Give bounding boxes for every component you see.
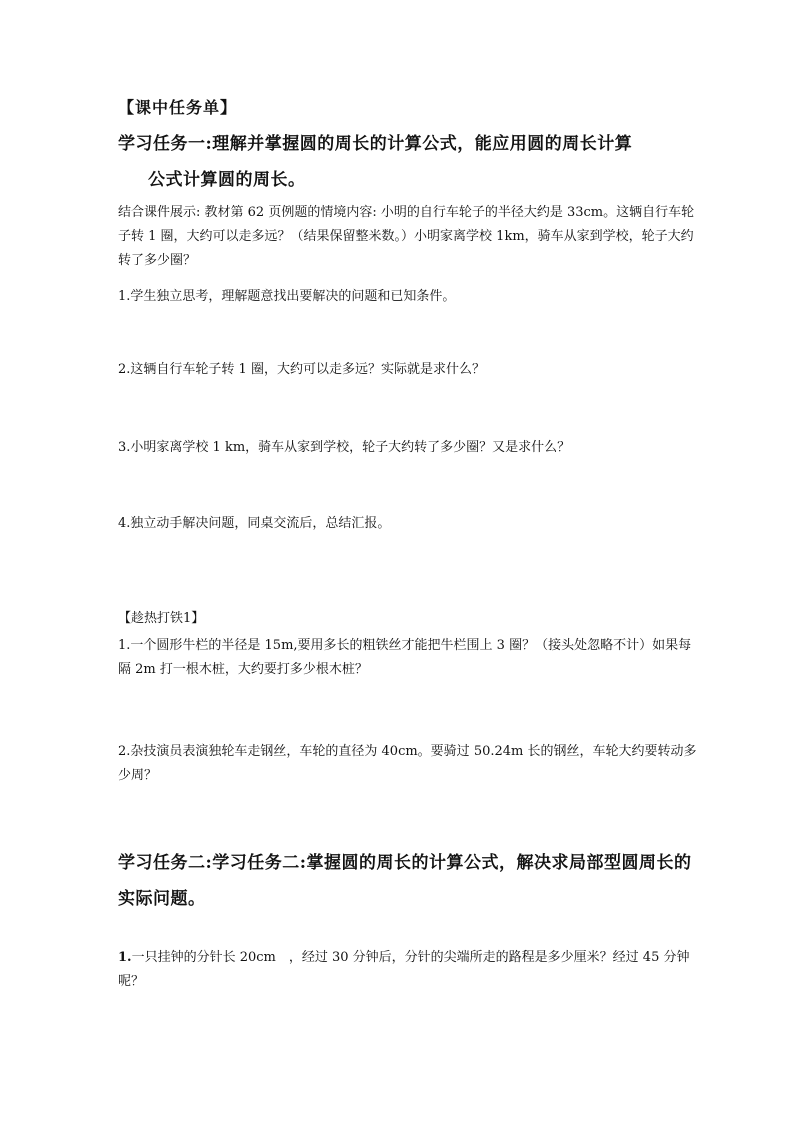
task1-title-line1: 学习任务一:理解并掌握圆的周长的计算公式，能应用圆的周长计算 — [118, 134, 633, 154]
task2-question-1-number: 1. — [118, 950, 132, 965]
practice-exercise-2: 2.杂技演员表演独轮车走钢丝，车轮的直径为 40cm。要骑过 50.24m 长的钢丝，车轮大约要转动多少周？ — [118, 744, 697, 783]
task1-question-3: 3.小明家离学校 1 km，骑车从家到学校，轮子大约转了多少圈？又是求什么？ — [118, 440, 571, 455]
task1-question-2: 2.这辆自行车轮子转 1 圈，大约可以走多远？实际就是求什么？ — [118, 362, 485, 377]
task1-title — [118, 126, 698, 198]
task1-title-line2: 公式计算圆的周长。 — [148, 170, 306, 190]
section-header-tag: 【课中任务单】 — [118, 98, 238, 117]
task2-question-1-text: 一只挂钟的分针长 20cm ，经过 30 分钟后，分针的尖端所走的路程是多少厘米？经过 45 分钟呢？ — [118, 950, 690, 989]
task1-intro-paragraph: 结合课件展示: 教材第 62 页例题的情境内容: 小明的自行车轮子的半径大约是 33cm。这辆自行车轮子转 1 圈，大约可以走多远？（结果保留整米数。）小明家离学校 1km，骑车从家到学校，轮子大约转了多少圈？ — [118, 205, 695, 268]
task2-title: 学习任务二:学习任务二:掌握圆的周长的计算公式，解决求局部型圆周长的实际问题。 — [118, 853, 692, 909]
practice-exercise-1: 1.一个圆形牛栏的半径是 15m,要用多长的粗铁丝才能把牛栏围上 3 圈？（接头处忽略不计）如果每隔 2m 打一根木桩，大约要打多少根木桩？ — [118, 638, 692, 677]
practice-tag: 【趁热打铁1】 — [118, 611, 205, 626]
task1-question-1: 1.学生独立思考，理解题意找出要解决的问题和已知条件。 — [118, 289, 456, 304]
task1-question-4: 4.独立动手解决问题，同桌交流后，总结汇报。 — [118, 516, 391, 531]
task2-question-1 — [118, 946, 698, 994]
